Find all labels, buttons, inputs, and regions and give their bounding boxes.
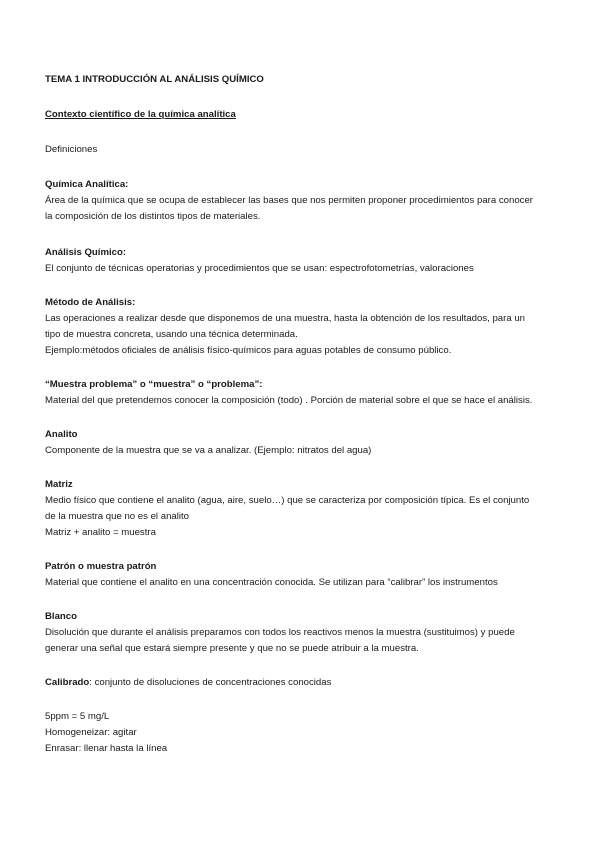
definition-term: Química Analítica: [45, 179, 129, 190]
definition-line: Las operaciones a realizar desde que disponemos de una muestra, hasta la obtención de los resultados, para un [45, 313, 525, 324]
definition-quimica-analitica [45, 177, 559, 225]
calibrado-text: : conjunto de disoluciones de concentraciones conocidas [89, 677, 332, 688]
note-line: Homogeneizar: agitar [45, 727, 137, 738]
definition-analisis-quimico [45, 245, 559, 277]
definition-metodo-de-analisis [45, 295, 559, 359]
calibrado-term: Calibrado [45, 677, 90, 688]
definition-line: tipo de muestra concreta, usando una técnica determinada. [45, 329, 298, 340]
section-subtitle: Contexto científico de la química analítica [45, 109, 236, 120]
definition-term: Matriz [45, 479, 73, 490]
definition-line: generar una señal que estará siempre presente y que no se puede atribuir a la muestra. [45, 643, 419, 654]
definition-matriz [45, 477, 559, 541]
definition-term: Método de Análisis: [45, 297, 136, 308]
definition-muestra-problema [45, 377, 559, 409]
definition-term: Patrón o muestra patrón [45, 561, 157, 572]
definition-line: Disolución que durante el análisis preparamos con todos los reactivos menos la muestra (sustituimos) y puede [45, 627, 515, 638]
document-body [45, 72, 559, 757]
definitions-heading: Definiciones [45, 144, 98, 155]
definition-line: Área de la química que se ocupa de establecer las bases que nos permiten proponer procedimientos para conocer [45, 195, 533, 206]
definition-term: “Muestra problema” o “muestra” o “problema”: [45, 379, 263, 390]
definition-calibrado [45, 675, 559, 691]
definition-line: Componente de la muestra que se va a analizar. (Ejemplo: nitratos del agua) [45, 445, 372, 456]
definition-term: Análisis Químico: [45, 247, 127, 258]
definition-line: Ejemplo:métodos oficiales de análisis físico-químicos para aguas potables de consumo público. [45, 345, 452, 356]
note-line: 5ppm = 5 mg/L [45, 711, 110, 722]
definition-patron [45, 559, 559, 591]
definition-term: Blanco [45, 611, 77, 622]
definition-term: Analito [45, 429, 78, 440]
definition-line: Material del que pretendemos conocer la composición (todo) . Porción de material sobre el que se hace el análisis. [45, 395, 533, 406]
definition-line: Matriz + analito = muestra [45, 527, 156, 538]
definition-line: Medio físico que contiene el analito (agua, aire, suelo…) que se caracteriza por composición típica. Es el conjunto [45, 495, 530, 506]
note-line: Enrasar: llenar hasta la línea [45, 743, 168, 754]
definition-blanco [45, 609, 559, 657]
notes-block [45, 709, 559, 757]
definition-analito [45, 427, 559, 459]
definition-line: Material que contiene el analito en una concentración conocida. Se utilizan para “calibrar” los instrumentos [45, 577, 498, 588]
definition-line: El conjunto de técnicas operatorias y procedimientos que se usan: espectrofotometrías, valoraciones [45, 263, 474, 274]
definition-line: de la muestra que no es el analito [45, 511, 189, 522]
definition-line: la composición de los distintos tipos de materiales. [45, 211, 261, 222]
document-title: TEMA 1 INTRODUCCIÓN AL ANÁLISIS QUÍMICO [45, 74, 264, 85]
